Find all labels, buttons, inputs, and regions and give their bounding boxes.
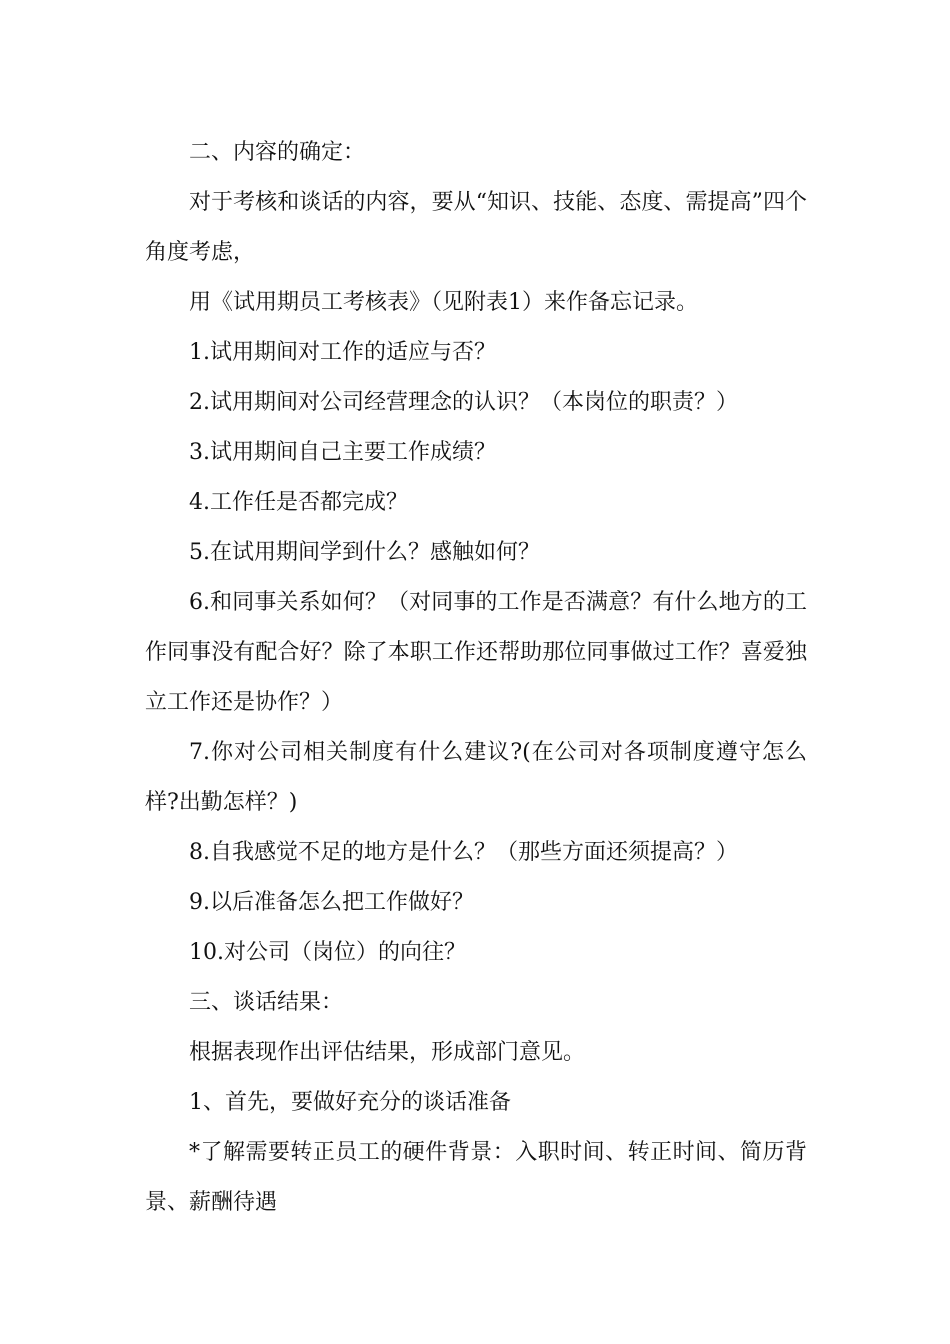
question-item-8: 8.自我感觉不足的地方是什么？（那些方面还须提高？） bbox=[189, 840, 738, 865]
bullet-background-info: *了解需要转正员工的硬件背景：入职时间、转正时间、简历背景、薪酬待遇 bbox=[145, 1140, 807, 1215]
paragraph-assessment-scope: 对于考核和谈话的内容，要从“知识、技能、态度、需提高”四个角度考虑， bbox=[145, 190, 807, 265]
question-item-2: 2.试用期间对公司经营理念的认识？（本岗位的职责？） bbox=[189, 390, 738, 415]
section-heading-content: 二、内容的确定： bbox=[189, 140, 366, 165]
paragraph-results: 根据表现作出评估结果，形成部门意见。 bbox=[189, 1040, 586, 1065]
question-item-9: 9.以后准备怎么把工作做好？ bbox=[189, 890, 474, 915]
question-item-4: 4.工作任是否都完成？ bbox=[189, 490, 408, 515]
section-heading-results: 三、谈话结果： bbox=[189, 990, 344, 1015]
question-item-7: 7.你对公司相关制度有什么建议?(在公司对各项制度遵守怎么样?出勤怎样？) bbox=[145, 740, 807, 815]
question-item-1: 1.试用期间对工作的适应与否？ bbox=[189, 340, 496, 365]
step-heading-preparation: 1、首先，要做好充分的谈话准备 bbox=[189, 1090, 511, 1115]
paragraph-assessment-form: 用《试用期员工考核表》（见附表1）来作备忘记录。 bbox=[189, 290, 698, 315]
document-body bbox=[145, 128, 807, 1228]
question-item-6: 6.和同事关系如何？（对同事的工作是否满意？有什么地方的工作同事没有配合好？除了本职工作还帮助那位同事做过工作？喜爱独立工作还是协作？） bbox=[145, 590, 807, 715]
question-item-5: 5.在试用期间学到什么？感触如何？ bbox=[189, 540, 540, 565]
question-item-10: 10.对公司（岗位）的向往？ bbox=[189, 940, 466, 965]
question-item-3: 3.试用期间自己主要工作成绩？ bbox=[189, 440, 496, 465]
